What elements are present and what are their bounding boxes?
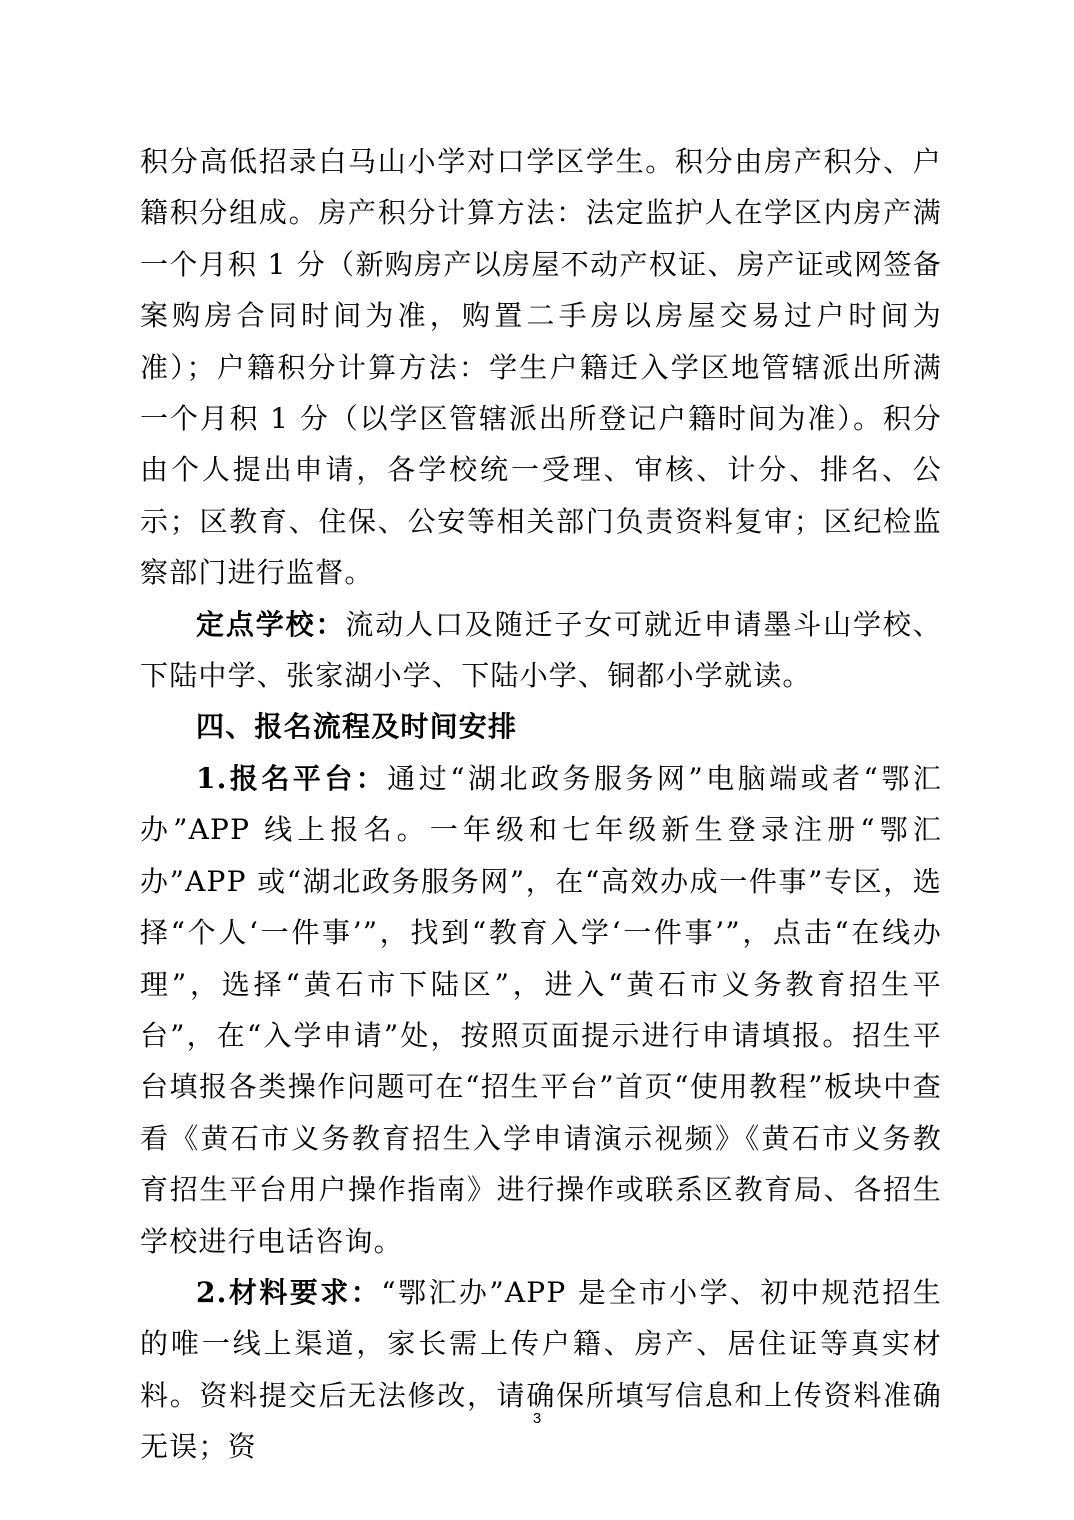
section-heading: 四、报名流程及时间安排 — [196, 710, 518, 744]
paragraph-material-requirements — [140, 1267, 942, 1473]
paragraph-registration-platform — [140, 753, 942, 1267]
paragraph-lead: 定点学校： — [196, 607, 346, 641]
paragraph-lead: 1.报名平台： — [196, 761, 388, 795]
paragraph-designated-schools — [140, 599, 942, 702]
document-page — [140, 136, 942, 1473]
paragraph-text: 通过“湖北政务服务网”电脑端或者“鄂汇办”APP 线上报名。一年级和七年级新生登录注册“鄂汇办”APP 或“湖北政务服务网”，在“高效办成一件事”专区，选择“个人‘一件事’”，找到“教育入学‘一件事’”，点击“在线办理”，选择“黄石市下陆区”，进入“黄石市义务教育招生平台”，在“入学申请”处，按照页面提示进行申请填报。招生平台填报各类操作问题可在“招生平台”首页“使用教程”板块中查看《黄石市义务教育招生入学申请演示视频》《黄石市义务教育招生平台用户操作指南》进行操作或联系区教育局、各招生学校进行电话咨询。 — [140, 761, 942, 1258]
paragraph-text: “鄂汇办”APP 是全市小学、初中规范招生的唯一线上渠道，家长需上传户籍、房产、居住证等真实材料。资料提交后无法修改，请确保所填写信息和上传资料准确无误；资 — [140, 1275, 942, 1464]
paragraph-lead: 2.材料要求： — [196, 1275, 382, 1309]
paragraph-points-calculation — [140, 136, 942, 599]
page-number: 3 — [532, 1410, 542, 1427]
paragraph-text: 积分高低招录白马山小学对口学区学生。积分由房产积分、户籍积分组成。房产积分计算方法：法定监护人在学区内房产满一个月积 1 分（新购房产以房屋不动产权证、房产证或网签备案购房合同时间为准，购置二手房以房屋交易过户时间为准）；户籍积分计算方法：学生户籍迁入学区地管辖派出所满一个月积 1 分（以学区管辖派出所登记户籍时间为准）。积分由个人提出申请，各学校统一受理、审核、计分、排名、公示；区教育、住保、公安等相关部门负责资料复审；区纪检监察部门进行监督。 — [140, 145, 942, 590]
paragraph-text: 流动人口及随迁子女可就近申请墨斗山学校、下陆中学、张家湖小学、下陆小学、铜都小学就读。 — [140, 607, 942, 693]
